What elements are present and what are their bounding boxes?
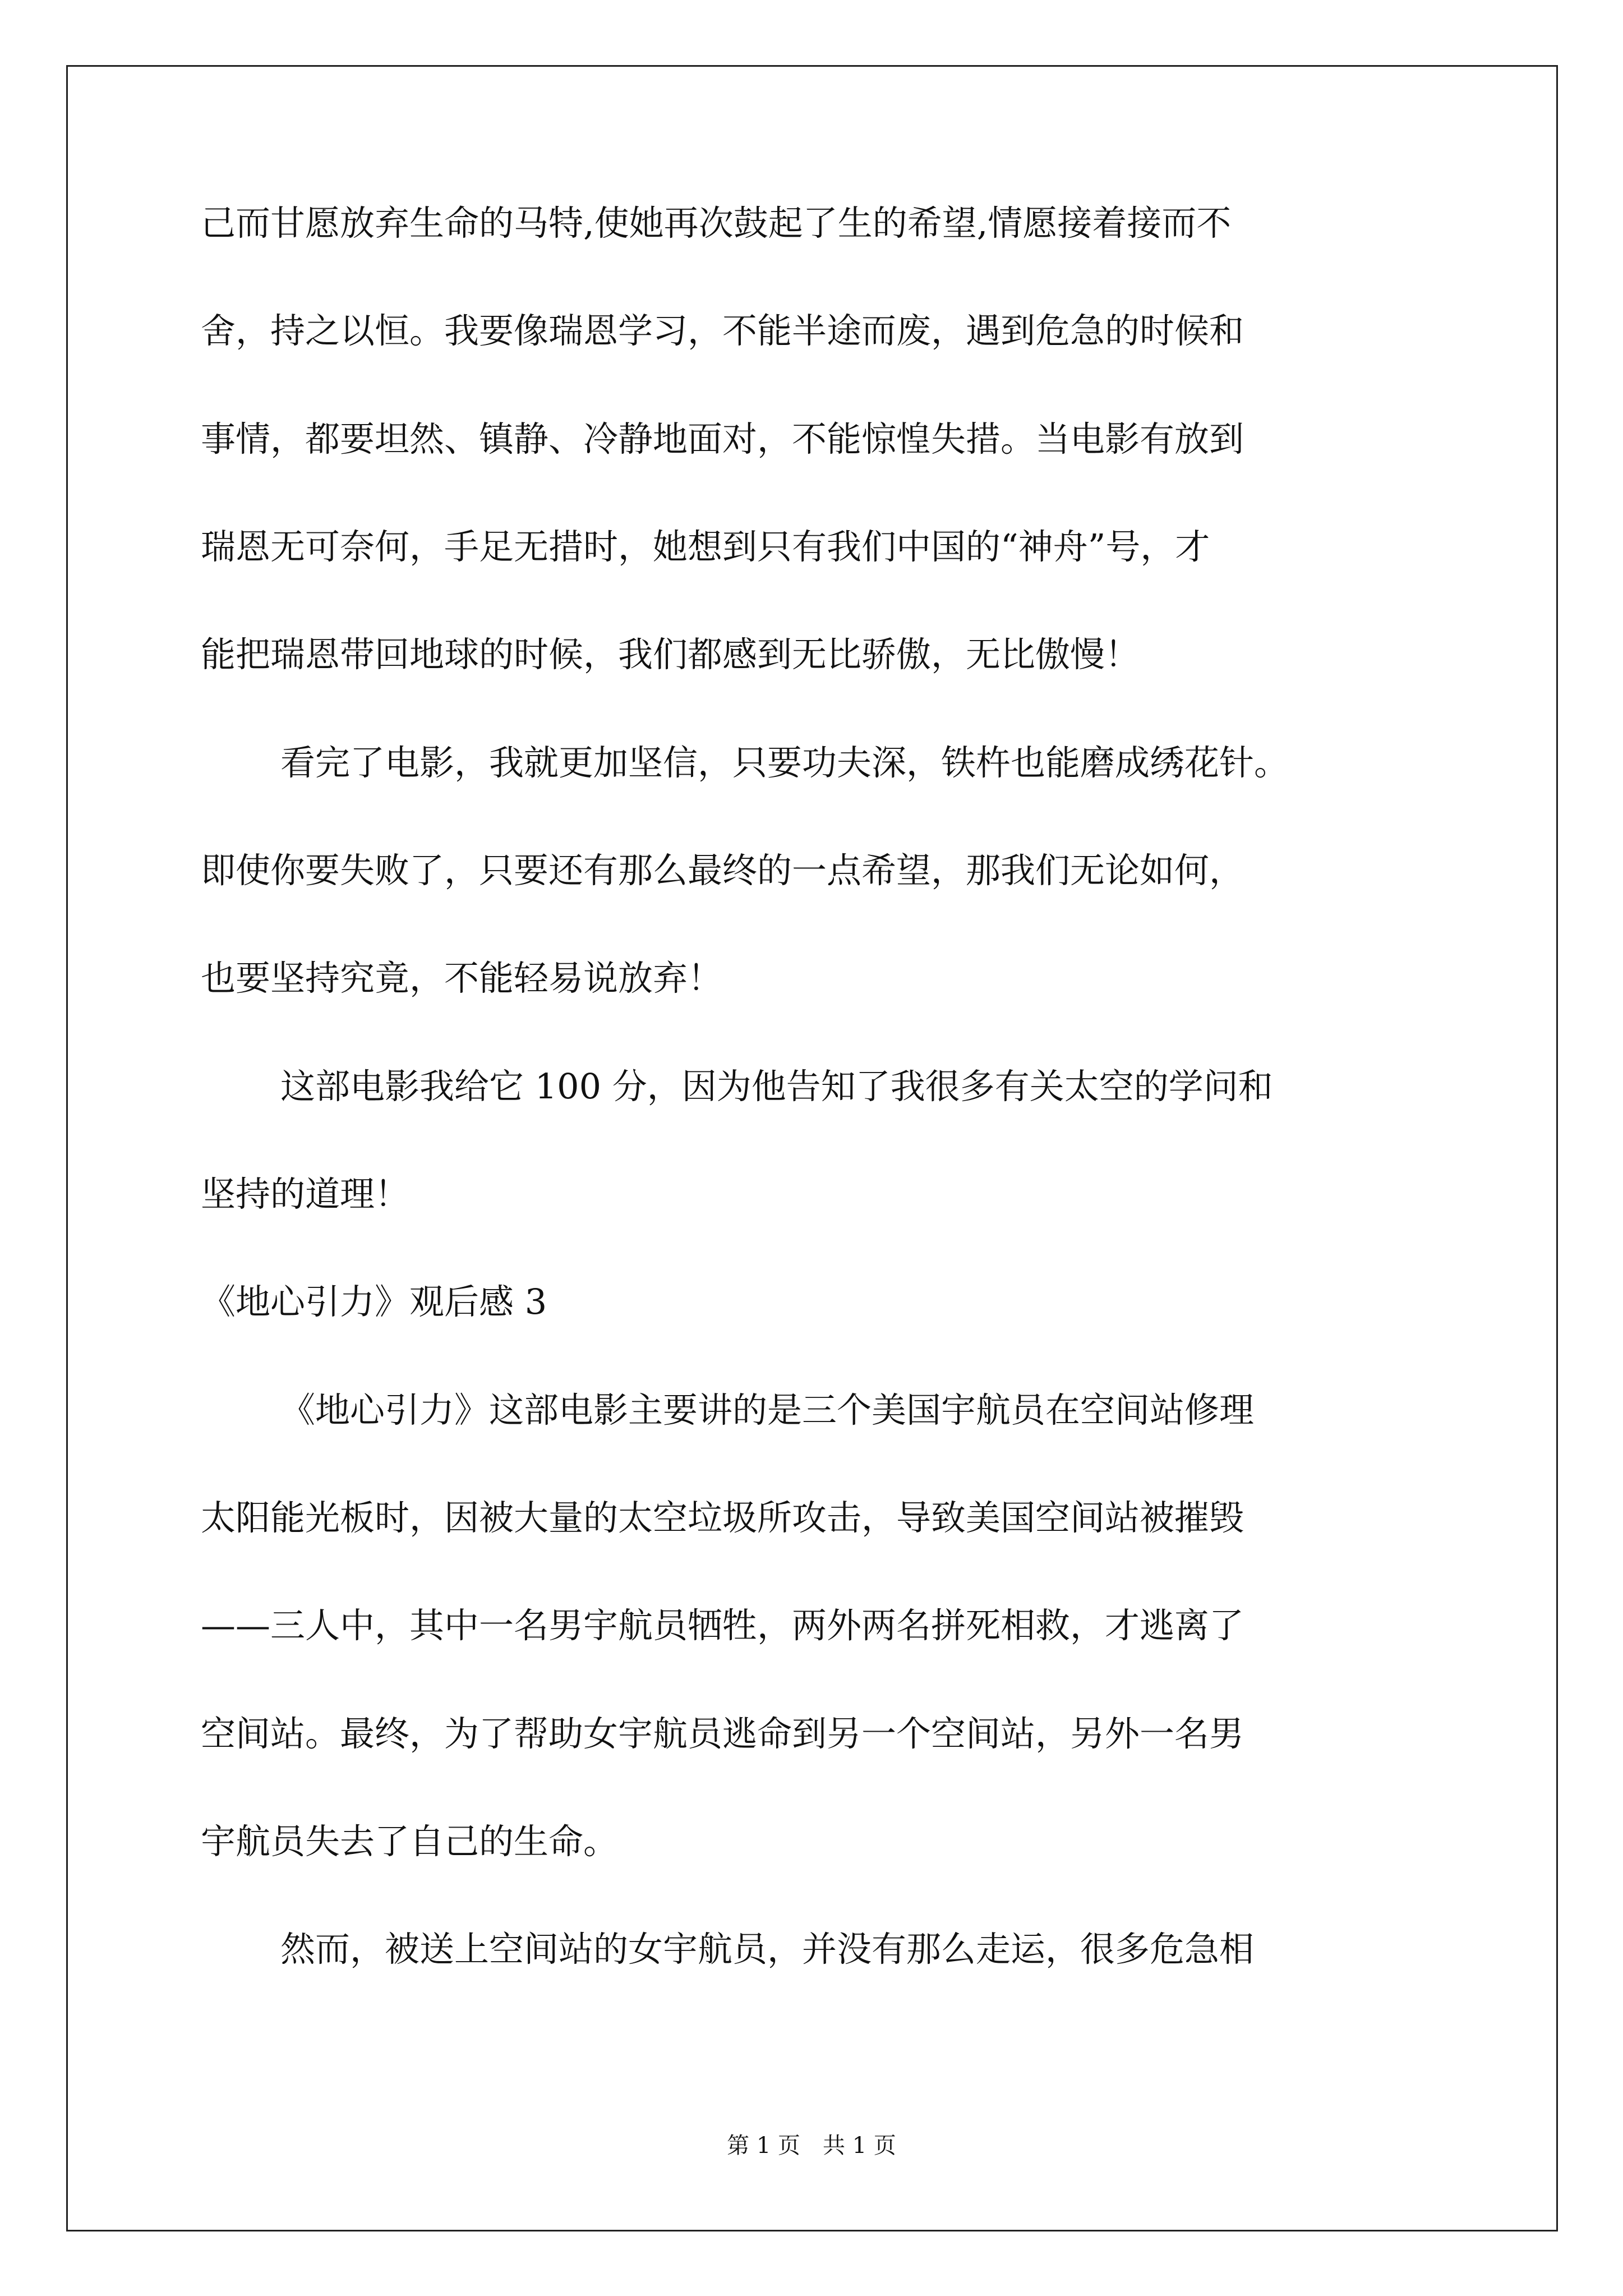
page-number-footer: 第 1 页 共 1 页 <box>727 2133 896 2159</box>
text-line: 舍，持之以恒。我要像瑞恩学习，不能半途而废，遇到危急的时候和 <box>201 310 1244 351</box>
text-line: 己而甘愿放弃生命的马特,使她再次鼓起了生的希望,情愿接着接而不 <box>201 203 1232 243</box>
paragraph-first-line: 然而，被送上空间站的女宇航员，并没有那么走运，很多危急相 <box>280 1929 1255 1970</box>
text-line: 能把瑞恩带回地球的时候，我们都感到无比骄傲，无比傲慢！ <box>201 634 1140 675</box>
text-line: 即使你要失败了，只要还有那么最终的一点希望，那我们无论如何， <box>201 850 1244 891</box>
section-heading: 《地心引力》观后感 3 <box>201 1281 547 1322</box>
paragraph-first-line: 这部电影我给它 100 分，因为他告知了我很多有关太空的学问和 <box>280 1066 1273 1107</box>
text-line: 太阳能光板时，因被大量的太空垃圾所攻击，导致美国空间站被摧毁 <box>201 1497 1244 1538</box>
paragraph-first-line: 《地心引力》这部电影主要讲的是三个美国宇航员在空间站修理 <box>280 1389 1255 1430</box>
text-line: 坚持的道理！ <box>201 1174 410 1214</box>
paragraph-first-line: 看完了电影，我就更加坚信，只要功夫深，铁杵也能磨成绣花针。 <box>280 742 1289 783</box>
page-border <box>66 65 1558 2231</box>
text-line: 瑞恩无可奈何，手足无措时，她想到只有我们中国的“神舟”号，才 <box>201 526 1210 567</box>
text-line: 宇航员失去了自己的生命。 <box>201 1821 619 1862</box>
text-line: 空间站。最终，为了帮助女宇航员逃命到另一个空间站，另外一名男 <box>201 1713 1244 1754</box>
text-line: 也要坚持究竟，不能轻易说放弃！ <box>201 958 723 999</box>
text-line: ——三人中，其中一名男宇航员牺牲，两外两名拼死相救，才逃离了 <box>201 1605 1244 1646</box>
text-line: 事情，都要坦然、镇静、冷静地面对，不能惊惶失措。当电影有放到 <box>201 418 1244 459</box>
